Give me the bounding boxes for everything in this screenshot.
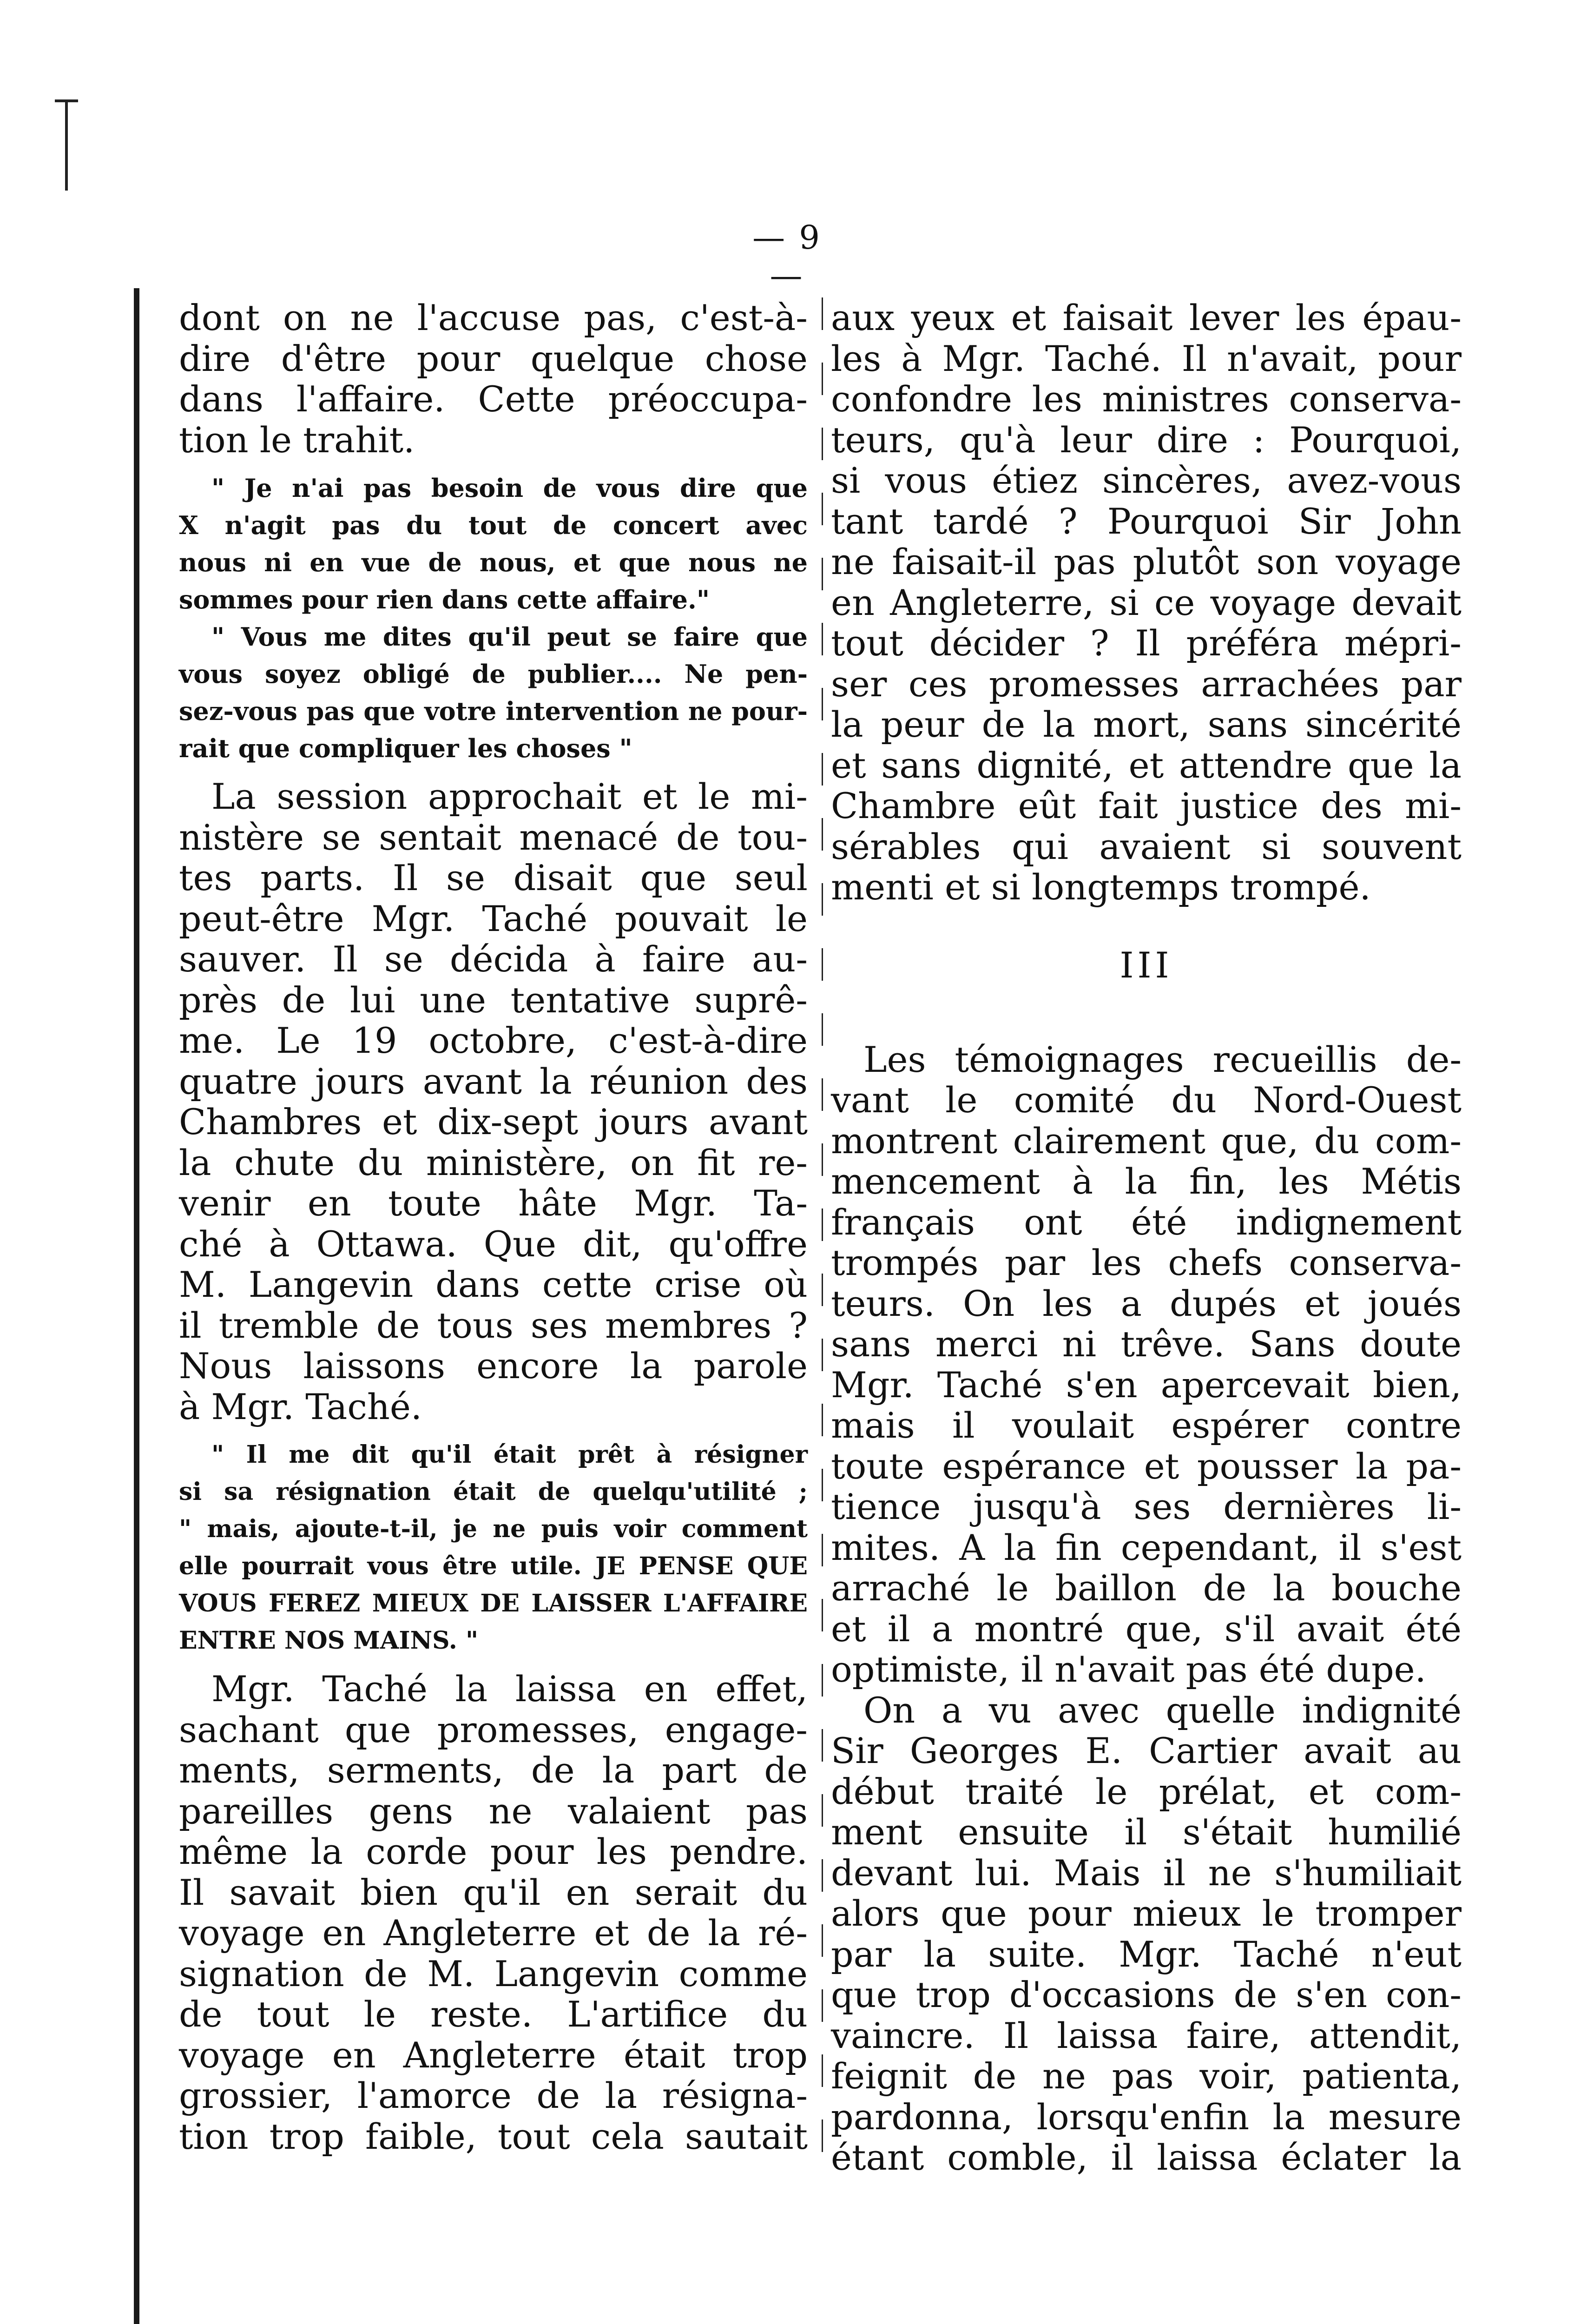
text-line: étant comble, il laissa éclater la (831, 2137, 1462, 2178)
text-line: voyage en Angleterre et de la ré- (179, 1912, 808, 1954)
page-number: — 9 — (752, 218, 822, 295)
quote-block-1 (179, 469, 808, 618)
text-line: alors que pour mieux le tromper (831, 1893, 1462, 1934)
text-line: toute espérance et pousser la pa- (831, 1445, 1462, 1487)
text-line: vaincre. Il laissa faire, attendit, (831, 2014, 1462, 2056)
text-line: tout décider ? Il préféra mépri- (831, 622, 1462, 664)
text-line: les à Mgr. Taché. Il n'avait, pour (831, 337, 1462, 379)
text-line: optimiste, il n'avait pas été dupe. (831, 1649, 1426, 1690)
text-line: ché à Ottawa. Que dit, qu'offre (179, 1223, 808, 1265)
text-line: ne faisait-il pas plutôt son voyage (831, 541, 1462, 582)
text-line: pardonna, lorsqu'enfin la mesure (831, 2096, 1462, 2138)
text-line: et il a montré que, s'il avait été (831, 1608, 1462, 1650)
quote-block-3 (179, 1436, 808, 1659)
text-line: menti et si longtemps trompé. (831, 866, 1371, 908)
quote-line: VOUS FEREZ MIEUX DE LAISSER L'AFFAIRE (179, 1589, 808, 1618)
text-line: grossier, l'amorce de la résigna- (179, 2075, 808, 2116)
quote-line: sommes pour rien dans cette affaire." (179, 585, 710, 614)
quote-line: elle pourrait vous être utile. JE PENSE QUE (179, 1552, 808, 1580)
text-line: la peur de la mort, sans sincérité (831, 704, 1462, 745)
text-line: mais il voulait espérer contre (831, 1405, 1462, 1446)
text-line: même la corde pour les pendre. (179, 1831, 808, 1872)
text-line: et sans dignité, et attendre que la (831, 744, 1462, 786)
text-line: vant le comité du Nord-Ouest (831, 1079, 1462, 1121)
text-line: confondre les ministres conserva- (831, 378, 1462, 420)
text-line: devant lui. Mais il ne s'humiliait (831, 1852, 1462, 1894)
text-line: me. Le 19 octobre, c'est-à-dire (179, 1020, 808, 1061)
text-line: si vous étiez sincères, avez-vous (831, 460, 1462, 501)
right-paragraph-1 (831, 297, 1462, 908)
text-line: ment ensuite il s'était humilié (831, 1811, 1462, 1853)
quote-line: " Je n'ai pas besoin de vous dire que (211, 473, 808, 503)
text-line: dont on ne l'accuse pas, c'est-à- (179, 297, 808, 338)
text-line: à Mgr. Taché. (179, 1386, 422, 1427)
text-line: signation de M. Langevin comme (179, 1953, 808, 1994)
column-divider (822, 297, 823, 2157)
text-line: Les témoignages recueillis de- (863, 1038, 1462, 1080)
text-line: arraché le baillon de la bouche (831, 1567, 1462, 1609)
quote-line: nous ni en vue de nous, et que nous ne (179, 548, 808, 577)
quote-line: " Vous me dites qu'il peut se faire que (211, 622, 808, 652)
quote-line: X n'agit pas du tout de concert avec (179, 510, 808, 540)
text-line: pareilles gens ne valaient pas (179, 1790, 808, 1832)
text-line: voyage en Angleterre était trop (179, 2034, 808, 2076)
text-line: Il savait bien qu'il en serait du (179, 1871, 808, 1913)
binding-rule (134, 288, 139, 2324)
text-line: trompés par les chefs conserva- (831, 1242, 1462, 1283)
text-line: début traité le prélat, et com- (831, 1770, 1462, 1812)
text-line: il tremble de tous ses membres ? (179, 1304, 808, 1346)
text-line: venir en toute hâte Mgr. Ta- (179, 1182, 808, 1224)
text-line: mencement à la fin, les Métis (831, 1161, 1462, 1202)
text-line: sans merci ni trêve. Sans doute (831, 1323, 1462, 1365)
text-line: Mgr. Taché la laissa en effet, (211, 1668, 808, 1710)
text-line: dire d'être pour quelque chose (179, 337, 808, 379)
text-line: peut-être Mgr. Taché pouvait le (179, 898, 808, 939)
left-paragraph-1 (179, 297, 808, 460)
text-line: ments, serments, de la part de (179, 1750, 808, 1791)
quote-line: " mais, ajoute-t-il, je ne puis voir comment (179, 1515, 808, 1543)
text-line: feignit de ne pas voir, patienta, (831, 2055, 1462, 2097)
text-line: teurs. On les a dupés et joués (831, 1282, 1462, 1324)
text-line: tant tardé ? Pourquoi Sir John (831, 500, 1462, 542)
quote-line: " Il me dit qu'il était prêt à résigner (211, 1440, 808, 1469)
left-paragraph-3 (179, 1669, 808, 2157)
text-line: quatre jours avant la réunion des (179, 1060, 808, 1102)
text-line: par la suite. Mgr. Taché n'eut (831, 1933, 1462, 1975)
text-line: mites. A la fin cependant, il s'est (831, 1526, 1462, 1568)
quote-block-2 (179, 618, 808, 767)
text-line: en Angleterre, si ce voyage devait (831, 581, 1462, 623)
page-edge-mark-vertical (65, 102, 68, 191)
right-paragraph-2 (831, 1039, 1462, 1690)
quote-line: vous soyez obligé de publier.... Ne pen- (179, 659, 808, 689)
text-line: la chute du ministère, on fit re- (179, 1142, 808, 1183)
right-paragraph-3 (831, 1690, 1462, 2178)
text-line: nistère se sentait menacé de tou- (179, 816, 808, 858)
text-line: dans l'affaire. Cette préoccupa- (179, 378, 808, 420)
text-line: Sir Georges E. Cartier avait au (831, 1730, 1462, 1771)
text-line: M. Langevin dans cette crise où (179, 1264, 808, 1305)
text-line: Mgr. Taché s'en apercevait bien, (831, 1364, 1462, 1406)
text-line: tes parts. Il se disait que seul (179, 857, 808, 898)
quote-line: rait que compliquer les choses " (179, 733, 632, 763)
section-heading: III (1120, 944, 1173, 986)
text-line: français ont été indignement (831, 1201, 1462, 1243)
text-line: tion le trahit. (179, 419, 415, 461)
text-line: de tout le reste. L'artifice du (179, 1994, 808, 2035)
text-line: près de lui une tentative suprê- (179, 979, 808, 1021)
text-line: sérables qui avaient si souvent (831, 825, 1462, 867)
quote-line: ENTRE NOS MAINS. " (179, 1626, 479, 1655)
text-line: que trop d'occasions de s'en con- (831, 1974, 1462, 2015)
text-line: ser ces promesses arrachées par (831, 663, 1462, 705)
text-line: teurs, qu'à leur dire : Pourquoi, (831, 419, 1462, 461)
text-line: aux yeux et faisait lever les épau- (831, 297, 1462, 338)
left-column (179, 297, 808, 2157)
text-line: Nous laissons encore la parole (179, 1345, 808, 1386)
quote-line: sez-vous pas que votre intervention ne pour- (179, 696, 808, 726)
text-line: montrent clairement que, du com- (831, 1120, 1462, 1162)
text-line: tion trop faible, tout cela sautait (179, 2115, 808, 2157)
text-line: sachant que promesses, engage- (179, 1709, 808, 1750)
right-column (831, 297, 1462, 2178)
text-line: La session approchait et le mi- (211, 776, 808, 817)
text-line: sauver. Il se décida à faire au- (179, 938, 808, 980)
text-line: On a vu avec quelle indignité (863, 1689, 1462, 1731)
text-line: Chambre eût fait justice des mi- (831, 785, 1462, 826)
text-line: tience jusqu'à ses dernières li- (831, 1486, 1462, 1527)
quote-line: si sa résignation était de quelqu'utilité ; (179, 1478, 808, 1506)
left-paragraph-2 (179, 776, 808, 1427)
text-line: Chambres et dix-sept jours avant (179, 1101, 808, 1142)
